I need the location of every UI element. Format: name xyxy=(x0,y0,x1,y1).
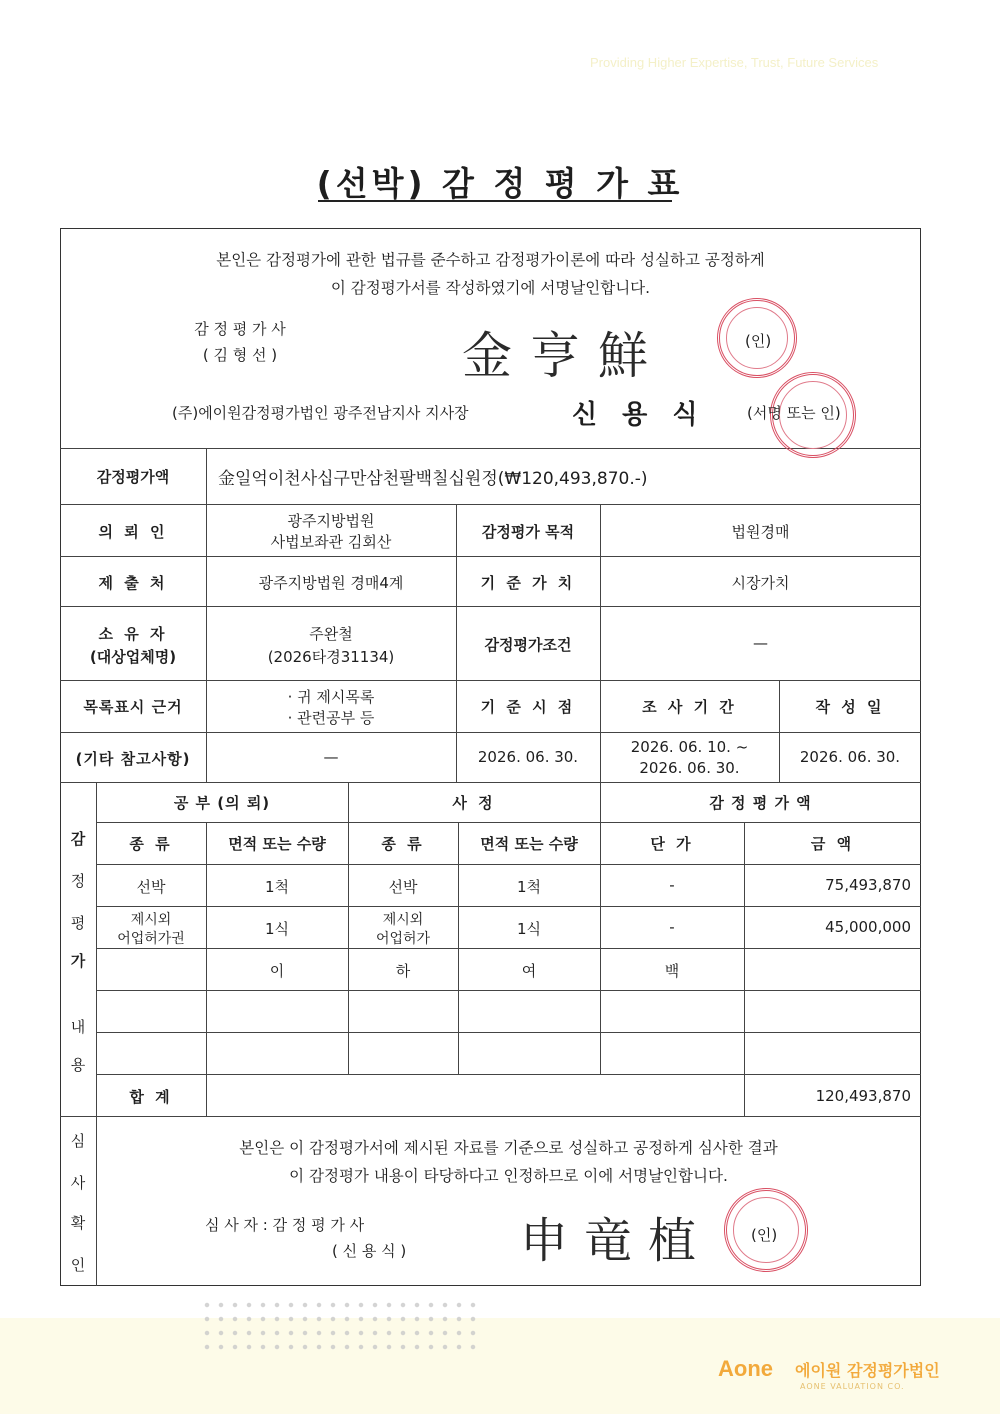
appraisal-amount-label: 감정평가액 xyxy=(96,468,170,486)
conditions-value: — xyxy=(753,634,768,652)
content-side-label: 감 xyxy=(70,830,86,848)
company-name-en: AONE VALUATION CO. xyxy=(800,1382,905,1391)
divider xyxy=(744,822,745,1116)
divider xyxy=(60,556,921,557)
other-notes-label: (기타 참고사항) xyxy=(75,750,191,768)
col-header-area: 면적 또는 수량 xyxy=(228,835,326,853)
appraisal-amount-value: 金일억이천사십구만삼천팔백칠십원정(₩120,493,870.-) xyxy=(218,469,648,489)
reviewer-signature: 申竜植 xyxy=(520,1213,713,1269)
total-amount: 120,493,870 xyxy=(815,1087,911,1105)
divider xyxy=(60,680,921,681)
branch-text: (주)에이원감정평가법인 광주전남지사 지사장 xyxy=(172,404,469,422)
purpose-label: 감정평가 목적 xyxy=(481,523,575,541)
divider xyxy=(60,606,921,607)
row2-area-actual: 1식 xyxy=(516,920,542,938)
divider xyxy=(60,1116,921,1117)
divider xyxy=(60,504,921,505)
client-value-1: 광주지방법원 xyxy=(287,512,375,530)
company-name: 에이원 감정평가법인 xyxy=(795,1361,940,1380)
client-value-2: 사법보좌관 김회산 xyxy=(270,533,392,551)
appraiser-label: 감 정 평 가 사 xyxy=(194,320,286,338)
listing-value-1: · 귀 제시목록 xyxy=(287,688,375,706)
title-underline xyxy=(318,200,672,202)
review-side-label: 심 xyxy=(70,1132,86,1150)
group-header-public-record: 공 부 (의 뢰) xyxy=(173,794,271,812)
submit-label: 제 출 처 xyxy=(98,574,168,592)
group-header-actual: 사 정 xyxy=(452,794,496,812)
row2-unit-price: - xyxy=(669,918,675,936)
row1-area: 1척 xyxy=(264,878,290,896)
appraiser-name: ( 김 형 선 ) xyxy=(202,346,278,364)
review-side-label: 확 xyxy=(70,1214,86,1232)
purpose-value: 법원경매 xyxy=(731,523,790,541)
row2-area: 1식 xyxy=(264,920,290,938)
base-date-label: 기 준 시 점 xyxy=(480,698,576,716)
owner-value-1: 주완철 xyxy=(309,625,353,643)
reviewer-label: 심 사 자 : 감 정 평 가 사 xyxy=(205,1216,365,1234)
divider xyxy=(96,906,921,907)
col-header-unit-price: 단 가 xyxy=(650,835,694,853)
divider xyxy=(60,732,921,733)
top-watermark-text: Providing Higher Expertise, Trust, Future Services xyxy=(590,55,879,70)
company-logo: Aone xyxy=(718,1356,773,1381)
created-date-label: 작 성 일 xyxy=(815,698,885,716)
listing-value-2: · 관련공부 등 xyxy=(287,709,375,727)
divider xyxy=(96,782,97,1286)
divider xyxy=(206,448,207,782)
blank-below-marker: 백 xyxy=(664,962,680,980)
row2-kind-2: 어업허가권 xyxy=(117,931,185,947)
appraiser-signature: 金亨鮮 xyxy=(462,327,666,385)
blank-below-marker: 하 xyxy=(395,962,411,980)
col-header-area-actual: 면적 또는 수량 xyxy=(480,835,578,853)
other-notes-value: — xyxy=(323,748,339,766)
created-date-value: 2026. 06. 30. xyxy=(799,748,901,766)
col-header-amount: 금 액 xyxy=(810,835,855,853)
row1-area-actual: 1척 xyxy=(516,878,542,896)
branch-seal-mark: (서명 또는 인) xyxy=(747,404,841,422)
survey-period-value-2: 2026. 06. 30. xyxy=(639,759,740,777)
row1-unit-price: - xyxy=(669,876,675,894)
divider xyxy=(96,822,921,823)
row1-kind-actual: 선박 xyxy=(388,878,418,896)
page-title: (선박) 감 정 평 가 표 xyxy=(316,164,684,203)
seal-mark: (인) xyxy=(745,332,772,350)
content-side-label: 정 xyxy=(70,872,86,890)
reviewer-name: ( 신 용 식 ) xyxy=(332,1242,407,1260)
content-side-label: 가 xyxy=(70,952,86,970)
owner-value-2: (2026타경31134) xyxy=(267,648,395,666)
divider xyxy=(206,822,207,1074)
total-label: 합 계 xyxy=(129,1088,173,1106)
divider xyxy=(96,1032,921,1033)
divider xyxy=(206,1074,207,1116)
divider xyxy=(96,864,921,865)
survey-period-value-1: 2026. 06. 10. ~ xyxy=(630,738,749,756)
base-date-value: 2026. 06. 30. xyxy=(477,748,579,766)
col-header-kind: 종 류 xyxy=(129,835,173,853)
listing-label: 목록표시 근거 xyxy=(83,698,183,716)
review-line-1: 본인은 이 감정평가서에 제시된 자료를 기준으로 성실하고 공정하게 심사한 결과 xyxy=(239,1139,778,1157)
row2-kind-actual-2: 어업허가 xyxy=(375,931,431,947)
review-side-label: 사 xyxy=(70,1174,86,1192)
owner-label-1: 소 유 자 xyxy=(98,625,168,643)
review-side-label: 인 xyxy=(70,1256,86,1274)
row2-kind-actual-1: 제시외 xyxy=(382,912,424,928)
content-side-label: 평 xyxy=(70,914,86,932)
divider xyxy=(458,822,459,1074)
divider xyxy=(96,948,921,949)
divider xyxy=(60,782,921,783)
survey-period-label: 조 사 기 간 xyxy=(642,698,737,716)
basis-value: 시장가치 xyxy=(731,574,790,592)
row2-kind-1: 제시외 xyxy=(130,912,172,928)
row2-amount: 45,000,000 xyxy=(825,918,911,936)
row1-kind: 선박 xyxy=(136,878,166,896)
divider xyxy=(96,1074,921,1075)
row1-amount: 75,493,870 xyxy=(825,876,911,894)
declaration-line-1: 본인은 감정평가에 관한 법규를 준수하고 감정평가이론에 따라 성실하고 공정하게 xyxy=(216,251,765,269)
group-header-value: 감 정 평 가 액 xyxy=(709,794,812,812)
blank-below-marker: 이 xyxy=(269,962,285,980)
branch-manager: 신 용 식 xyxy=(572,400,706,430)
submit-value: 광주지방법원 경매4계 xyxy=(258,574,404,592)
col-header-kind-actual: 종 류 xyxy=(381,835,425,853)
content-side-label: 용 xyxy=(70,1056,86,1074)
client-label: 의 뢰 인 xyxy=(98,523,168,541)
owner-label-2: (대상업체명) xyxy=(89,648,177,666)
blank-below-marker: 여 xyxy=(521,962,537,980)
declaration-line-2: 이 감정평가서를 작성하였기에 서명날인합니다. xyxy=(330,279,651,297)
conditions-label: 감정평가조건 xyxy=(484,636,572,654)
divider xyxy=(96,990,921,991)
security-dot-pattern xyxy=(200,1298,480,1358)
content-side-label: 내 xyxy=(70,1018,86,1036)
reviewer-seal-mark: (인) xyxy=(751,1226,778,1244)
review-line-2: 이 감정평가 내용이 타당하다고 인정하므로 이에 서명날인합니다. xyxy=(289,1167,728,1185)
basis-label: 기 준 가 치 xyxy=(480,574,576,592)
